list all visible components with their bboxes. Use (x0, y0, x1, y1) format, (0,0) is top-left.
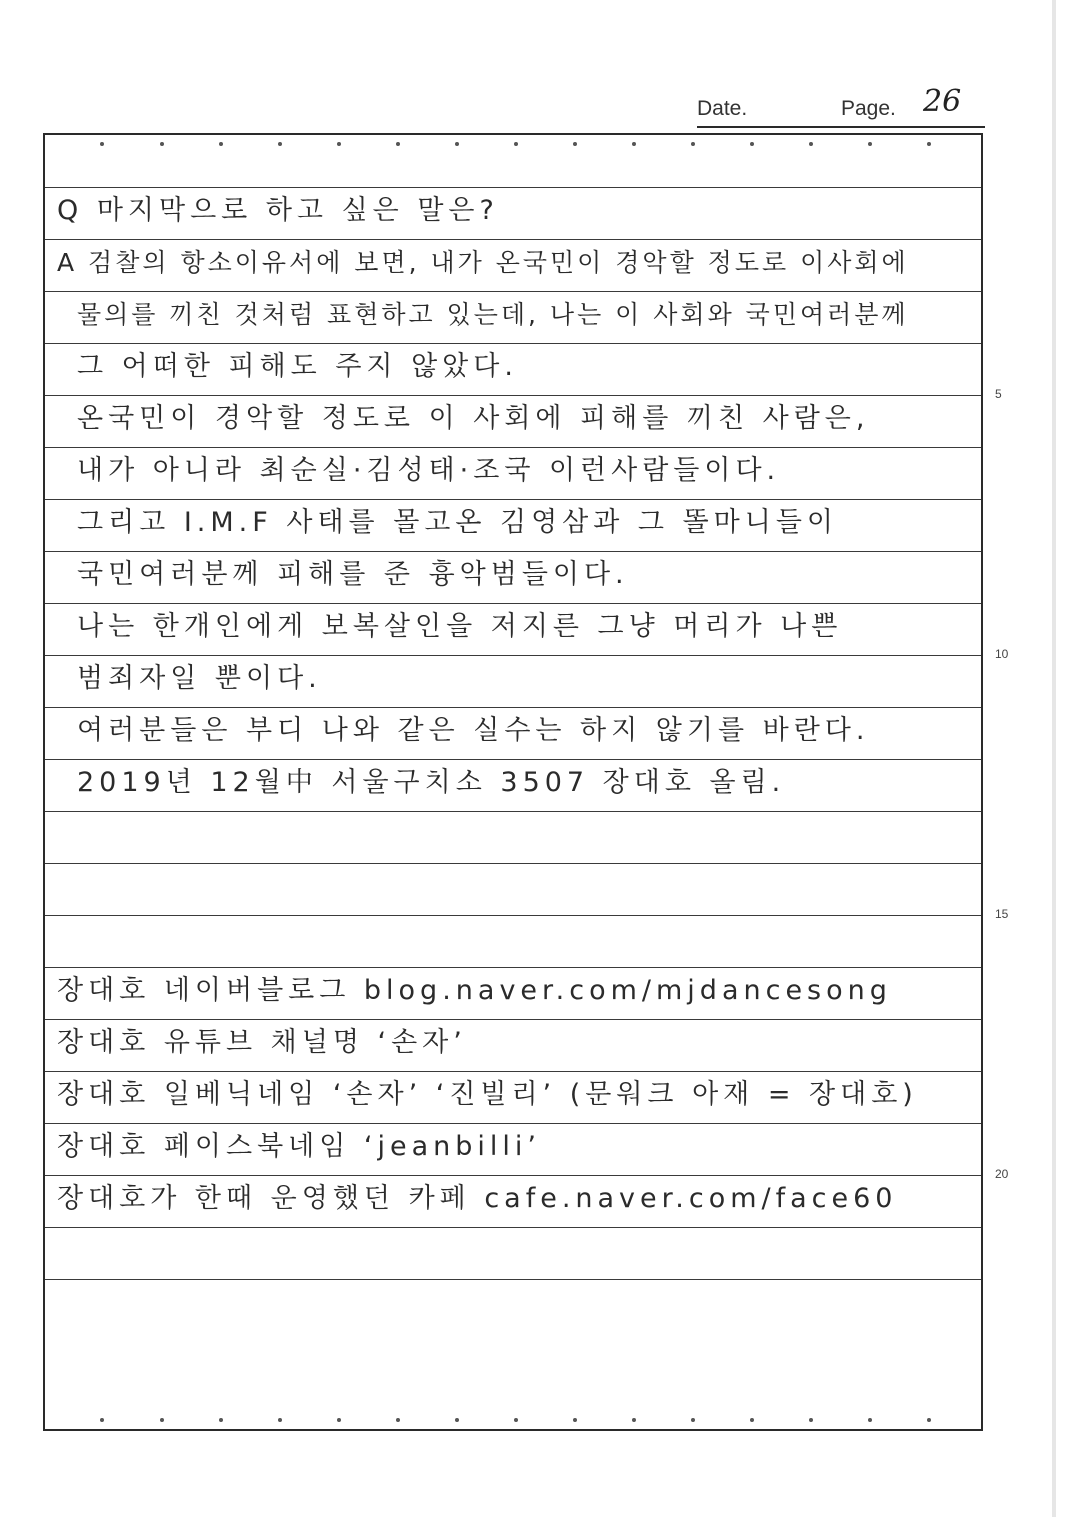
ruled-line (45, 187, 981, 188)
ruling-dot (573, 142, 577, 146)
ruling-dot (750, 142, 754, 146)
handwritten-line: 2019년 12월中 서울구치소 3507 장대호 올림. (77, 767, 786, 798)
ruled-line (45, 759, 981, 760)
page-number: 26 (923, 84, 962, 119)
ruling-dot (691, 1418, 695, 1422)
ruled-line (45, 863, 981, 864)
ruling-dot (337, 142, 341, 146)
handwritten-line: 여러분들은 부디 나와 같은 실수는 하지 않기를 바란다. (77, 715, 870, 746)
ruled-line (45, 291, 981, 292)
handwritten-line: 그리고 I.M.F 사태를 몰고온 김영삼과 그 똘마니들이 (77, 507, 839, 538)
ruled-line (45, 603, 981, 604)
ruling-dot (160, 142, 164, 146)
page-header (697, 84, 985, 128)
page-label: Page. (841, 97, 896, 120)
ruled-line (45, 707, 981, 708)
ruled-line (45, 1227, 981, 1228)
margin-number-20: 20 (995, 1167, 1009, 1181)
handwritten-line: 장대호가 한때 운영했던 카페 cafe.naver.com/face60 (57, 1183, 898, 1214)
ruled-line (45, 1175, 981, 1176)
ruling-dot (396, 1418, 400, 1422)
ruled-line (45, 811, 981, 812)
ruling-dot (632, 1418, 636, 1422)
ruled-line (45, 1123, 981, 1124)
ruled-line (45, 395, 981, 396)
handwritten-line: 장대호 페이스북네임 ‘jeanbilli’ (57, 1131, 541, 1162)
page-edge-shadow (1052, 0, 1056, 1517)
ruled-line (45, 655, 981, 656)
handwritten-line: 온국민이 경악할 정도로 이 사회에 피해를 끼친 사람은, (77, 403, 870, 434)
handwritten-line: 장대호 유튜브 채널명 ‘손자’ (57, 1027, 467, 1058)
ruling-dot (160, 1418, 164, 1422)
ruling-dot (750, 1418, 754, 1422)
handwritten-line: Q 마지막으로 하고 싶은 말은? (57, 195, 499, 226)
ruling-dot (455, 1418, 459, 1422)
ruling-dot (396, 142, 400, 146)
ruling-dot (809, 1418, 813, 1422)
ruling-dot (455, 142, 459, 146)
ruling-dot (100, 1418, 104, 1422)
handwritten-line: 내가 아니라 최순실·김성태·조국 이런사람들이다. (77, 455, 781, 486)
ruled-line (45, 1071, 981, 1072)
top-dot-row (45, 139, 981, 149)
ruled-line (45, 1019, 981, 1020)
ruling-dot (573, 1418, 577, 1422)
ruling-dot (868, 142, 872, 146)
handwritten-line: 그 어떠한 피해도 주지 않았다. (77, 351, 518, 382)
handwritten-line: 나는 한개인에게 보복살인을 저지른 그냥 머리가 나쁜 (77, 611, 843, 642)
handwritten-line: 국민여러분께 피해를 준 흉악범들이다. (77, 559, 629, 590)
ruled-line (45, 343, 981, 344)
ruled-line (45, 447, 981, 448)
ruling-dot (514, 1418, 518, 1422)
ruling-dot (337, 1418, 341, 1422)
handwritten-line: A 검찰의 항소이유서에 보면, 내가 온국민이 경악할 정도로 이사회에 (57, 248, 909, 277)
ruling-dot (514, 142, 518, 146)
ruling-dot (278, 1418, 282, 1422)
margin-number-10: 10 (995, 647, 1009, 661)
ruling-dot (691, 142, 695, 146)
handwritten-line: 장대호 네이버블로그 blog.naver.com/mjdancesong (57, 975, 892, 1006)
date-label: Date. (697, 97, 748, 120)
ruled-line (45, 551, 981, 552)
ruling-dot (219, 142, 223, 146)
handwritten-line: 물의를 끼친 것처럼 표현하고 있는데, 나는 이 사회와 국민여러분께 (77, 300, 909, 329)
ruling-dot (927, 1418, 931, 1422)
handwritten-line: 범죄자일 뿐이다. (77, 663, 322, 694)
ruling-dot (868, 1418, 872, 1422)
margin-number-5: 5 (995, 387, 1002, 401)
ruled-line (45, 239, 981, 240)
ruling-dot (100, 142, 104, 146)
ruling-dot (809, 142, 813, 146)
bottom-dot-row (45, 1415, 981, 1425)
ruled-line (45, 915, 981, 916)
ruling-dot (219, 1418, 223, 1422)
ruled-line (45, 967, 981, 968)
margin-number-15: 15 (995, 907, 1009, 921)
ruled-line (45, 499, 981, 500)
ruling-dot (278, 142, 282, 146)
handwritten-line: 장대호 일베닉네임 ‘손자’ ‘진빌리’ (문워크 아재 = 장대호) (57, 1079, 918, 1110)
ruling-dot (927, 142, 931, 146)
ruling-dot (632, 142, 636, 146)
ruled-line (45, 1279, 981, 1280)
